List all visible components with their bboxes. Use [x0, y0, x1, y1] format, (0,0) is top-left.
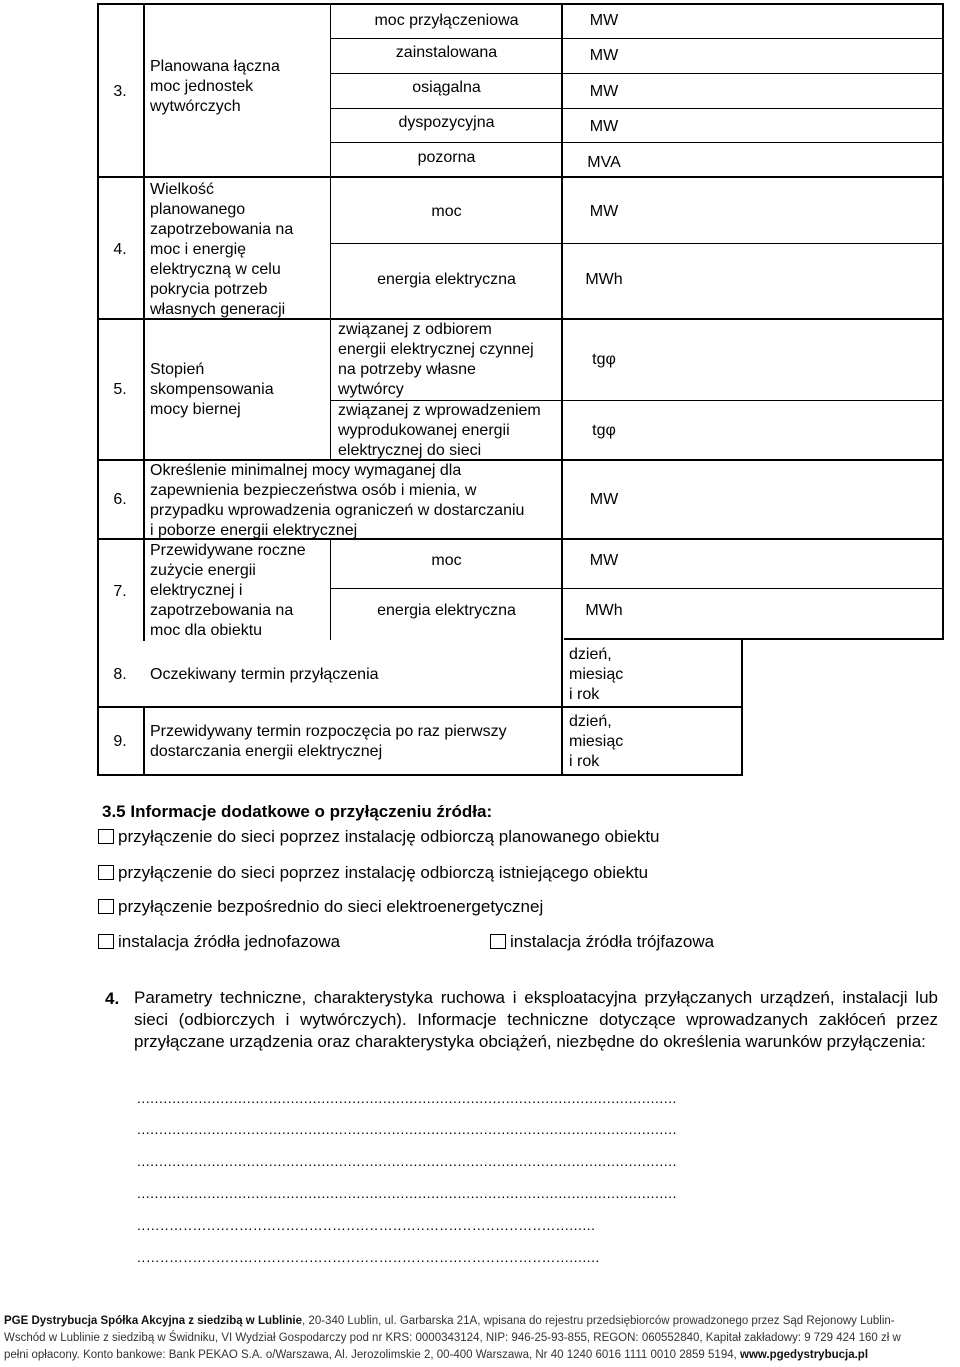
answer-line[interactable]: ...........................................................................................................................	[137, 1121, 677, 1137]
item-unit: MW	[589, 203, 619, 220]
option-three-phase[interactable]	[490, 931, 714, 952]
number-column-divider-row9	[143, 706, 145, 776]
subrow-divider	[330, 108, 944, 109]
row-label-minimum-power: Określenie minimalnej mocy wymaganej dla zapewnienia bezpieczeństwa osób i mienia, w przypadku wprowadzenia ograniczeń w dostarczaniu i poborze energii elektrycznej	[150, 462, 525, 539]
footer-line-2: Wschód w Lublinie z siedzibą w Świdniku, VI Wydział Gospodarczy pod nr KRS: 0000343124, NIP: 946-25-93-855, REGON: 060552840, Kapitał zakładowy: 9 729 424 160 zł w	[4, 1332, 901, 1344]
section-3-5-title: 3.5 Informacje dodatkowe o przyłączeniu źródła:	[102, 802, 493, 821]
item-unit: dzień, miesiąc i rok	[569, 713, 624, 770]
item-unit: MW	[589, 118, 619, 135]
item-unit: MVA	[587, 154, 621, 171]
answer-line[interactable]: ..…..…..…..…..…..…..…..…..…..…..…..…..…..…..…..…..…..….........	[137, 1217, 596, 1233]
item-label: związanej z wprowadzeniem wyprodukowanej energii elektrycznej do sieci	[338, 402, 541, 459]
subrow-divider	[330, 243, 944, 244]
subrow-divider	[330, 588, 944, 589]
answer-line[interactable]: ...........................................................................................................................	[137, 1153, 677, 1169]
footer-line-3: pełni opłacony. Konto bankowe: Bank PEKAO S.A. o/Warszawa, Al. Jerozolimskie 2, 00-400 Warszawa, Nr 40 1240 6016 1111 0010 2859 5194,	[4, 1349, 740, 1361]
item-unit: MWh	[585, 602, 623, 619]
row-label-first-supply-date: Przewidywany termin rozpoczęcia po raz pierwszy dostarczania energii elektrycznej	[150, 723, 507, 760]
row-number: 5.	[113, 381, 127, 398]
item-label: energia elektryczna	[377, 602, 516, 619]
row-label-expected-connection-date: Oczekiwany termin przyłączenia	[150, 666, 379, 683]
footer-company-name: PGE Dystrybucja Spółka Akcyjna z siedzibą w Lublinie	[4, 1315, 303, 1327]
subrow-divider	[330, 38, 944, 39]
row-number: 7.	[113, 583, 127, 600]
checkbox[interactable]	[98, 829, 114, 844]
row-label-self-demand: Wielkość planowanego zapotrzebowania na moc i energię elektryczną w celu pokrycia potrzeb własnych generacji	[150, 181, 294, 318]
item-unit: tgφ	[592, 351, 616, 368]
row-separator	[97, 176, 944, 178]
section-4-number: 4.	[105, 989, 120, 1008]
row-separator	[97, 706, 743, 708]
item-unit: MW	[589, 47, 619, 64]
item-unit: MW	[589, 491, 619, 508]
checkbox[interactable]	[98, 934, 114, 949]
item-label: osiągalna	[412, 79, 481, 96]
item-unit: MWh	[585, 271, 623, 288]
table-border-bottom	[97, 774, 743, 776]
section-4-text: Parametry techniczne, charakterystyka ruchowa i eksploatacyjna przyłączanych urządzeń, instalacji lub sieci (odbiorczych i wytwórczych). Informacje techniczne dotyczące wprowadzanych zakłóceń przez przyłączane urządzenia oraz charakterystyka obciążeń, niezbędne do określenia warunków przyłączenia:	[134, 988, 938, 1051]
item-label: moc	[431, 203, 462, 220]
option-planned-object[interactable]	[98, 826, 660, 847]
row-number: 6.	[113, 491, 127, 508]
label-column-divider	[330, 538, 331, 640]
subrow-divider	[330, 142, 944, 143]
item-unit: MW	[589, 552, 619, 569]
option-label: przyłączenie bezpośrednio do sieci elektroenergetycznej	[118, 897, 544, 916]
option-single-phase[interactable]	[98, 931, 340, 952]
checkbox[interactable]	[98, 899, 114, 914]
footer-website-link[interactable]: www.pgedystrybucja.pl	[740, 1349, 869, 1361]
checkbox[interactable]	[98, 865, 114, 880]
item-label: dyspozycyjna	[398, 114, 495, 131]
row-label-annual-consumption: Przewidywane roczne zużycie energii elektrycznej i zapotrzebowania na moc dla obiektu	[150, 542, 306, 639]
answer-line[interactable]: ...........................................................................................................................	[137, 1090, 677, 1106]
option-label: przyłączenie do sieci poprzez instalację odbiorczą planowanego obiektu	[118, 827, 660, 846]
option-existing-object[interactable]	[98, 862, 648, 883]
option-label: instalacja źródła jednofazowa	[118, 932, 341, 951]
item-unit: MW	[589, 83, 619, 100]
table-border-right-step	[564, 638, 944, 640]
row-number: 3.	[113, 83, 127, 100]
option-label: instalacja źródła trójfazowa	[510, 932, 715, 951]
item-unit: tgφ	[592, 422, 616, 439]
row-label-planned-capacity: Planowana łączna moc jednostek wytwórczych	[150, 58, 280, 115]
row-number: 8.	[113, 666, 127, 683]
row-label-reactive-compensation: Stopień skompensowania mocy biernej	[150, 361, 274, 418]
item-label: energia elektryczna	[377, 271, 516, 288]
answer-line[interactable]: ...........................................................................................................................	[137, 1185, 677, 1201]
footer-line-1: , 20-340 Lublin, ul. Garbarska 21A, wpisana do rejestru przedsiębiorców prowadzonego przez Sąd Rejonowy Lublin-	[302, 1315, 895, 1327]
item-label: pozorna	[417, 149, 476, 166]
number-column-divider	[143, 3, 145, 641]
option-label: przyłączenie do sieci poprzez instalację odbiorczą istniejącego obiektu	[118, 863, 649, 882]
item-label: związanej z odbiorem energii elektrycznej czynnej na potrzeby własne wytwórcy	[338, 321, 534, 398]
row-number: 9.	[113, 733, 127, 750]
table-border-top	[97, 3, 944, 5]
option-direct-grid[interactable]	[98, 896, 543, 917]
row-number: 4.	[113, 241, 127, 258]
footer-legal-info	[4, 1313, 958, 1364]
item-unit: dzień, miesiąc i rok	[569, 646, 624, 703]
item-label: moc przyłączeniowa	[374, 12, 519, 29]
answer-line[interactable]: ..…..…..…..…..…..…..…..…..…..…..…..…..…..…..…..…..…..…..........	[137, 1249, 600, 1265]
item-label: zainstalowana	[395, 44, 498, 61]
item-label: moc	[431, 552, 462, 569]
item-unit: MW	[589, 12, 619, 29]
table-border-right	[942, 3, 944, 640]
label-column-divider	[330, 3, 331, 459]
subrow-divider	[330, 73, 944, 74]
checkbox[interactable]	[490, 934, 506, 949]
